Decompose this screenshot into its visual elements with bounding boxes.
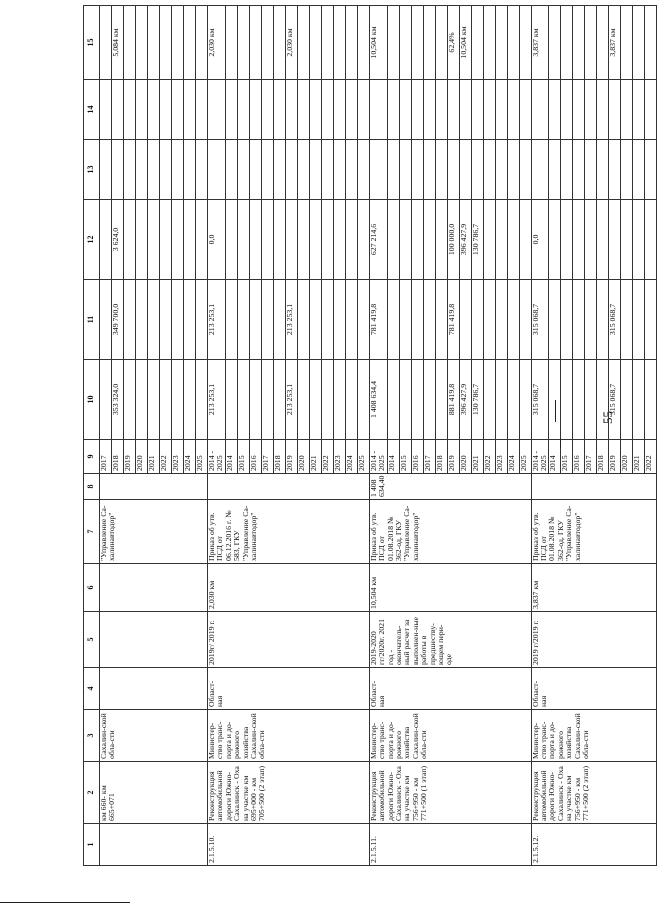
year-cell: 2020 xyxy=(459,440,471,474)
year-cell: 2020 xyxy=(621,440,633,474)
value-cell: 10,504 км xyxy=(459,6,471,80)
value-cell: 1 408 634,4 xyxy=(369,360,387,440)
value-cell: 213 253,1 xyxy=(208,280,226,360)
col-header: 15 xyxy=(84,6,100,80)
year-cell: 2018 xyxy=(112,440,124,474)
document: Приказ об утв. ПСД от 06.12.2016 г. № 583, ГКУ "Управление Са-халинавтодор" xyxy=(208,500,370,564)
year-cell: 2019 xyxy=(609,440,621,474)
scan-mark xyxy=(560,438,561,448)
year-cell: 2025 xyxy=(196,440,208,474)
footer-rule xyxy=(0,902,130,903)
object-name: Реконструкция автомобильной дороги Южно-Сахалинск - Оха на участке км 695+000 - км 705+500 (2 этап) xyxy=(208,762,370,824)
significance: Област-ная xyxy=(531,668,657,710)
item-number: 2.1.5.11. xyxy=(369,824,531,866)
cost xyxy=(208,474,370,500)
value-cell: 315 068,7 xyxy=(531,360,549,440)
year-cell: 2025 xyxy=(519,440,531,474)
object-name: Реконструкция автомобильной дороги Южно-Сахалинск - Оха на участке км 756+950 - км 771+500 (1 этап) xyxy=(369,762,531,824)
value-cell: 100 000,0 xyxy=(447,200,459,280)
year-cell: 2016 xyxy=(249,440,261,474)
year-cell: 2021 xyxy=(148,440,160,474)
period xyxy=(100,612,208,668)
value-cell: 315 068,7 xyxy=(531,280,549,360)
year-cell: 2014 xyxy=(387,440,399,474)
capacity: 10,504 км xyxy=(369,564,531,612)
col-header: 10 xyxy=(84,360,100,440)
year-cell: 2014 xyxy=(549,440,561,474)
year-cell: 2018 xyxy=(435,440,447,474)
value-cell: 130 786,7 xyxy=(471,200,483,280)
year-cell: 2024 xyxy=(345,440,357,474)
year-cell: 2018 xyxy=(273,440,285,474)
year-cell: 2020 xyxy=(136,440,148,474)
year-cell: 2014 xyxy=(225,440,237,474)
value-cell: 315 068,7 xyxy=(609,360,621,440)
year-cell: 2015 xyxy=(237,440,249,474)
customer: Сахалин-ской обла-сти xyxy=(100,710,208,762)
year-cell: 2022 xyxy=(321,440,333,474)
year-cell: 2021 xyxy=(633,440,645,474)
year-cell: 2023 xyxy=(495,440,507,474)
value-cell: 627 214,6 xyxy=(369,200,387,280)
col-header: 11 xyxy=(84,280,100,360)
period: 2019 г/2019 г. xyxy=(531,612,657,668)
year-cell: 2014 - 2025 xyxy=(208,440,226,474)
value-cell: 3,837 км xyxy=(531,6,549,80)
object-name: Реконструкция автомобильной дороги Южно-Сахалинск - Оха на участке км 756+950 - км 771+500 (2 этап) xyxy=(531,762,657,824)
col-header: 5 xyxy=(84,612,100,668)
year-cell: 2022 xyxy=(645,440,657,474)
year-cell: 2017 xyxy=(585,440,597,474)
document: Приказ об утв. ПСД от 01.08.2018 № 362-од, ГКУ "Управление Са-халинавтодор" xyxy=(531,500,657,564)
value-cell: 213 253,1 xyxy=(208,360,226,440)
year-cell: 2015 xyxy=(561,440,573,474)
significance: Област-ная xyxy=(208,668,370,710)
value-cell: 5,084 км xyxy=(112,6,124,80)
value-cell: 2,030 км xyxy=(285,6,297,80)
year-cell: 2017 xyxy=(423,440,435,474)
col-header: 3 xyxy=(84,710,100,762)
value-cell: 130 786,7 xyxy=(471,360,483,440)
capacity xyxy=(100,564,208,612)
col-header: 7 xyxy=(84,500,100,564)
item-number: 2.1.5.10. xyxy=(208,824,370,866)
value-cell: 353 324,0 xyxy=(112,360,124,440)
year-cell: 2023 xyxy=(333,440,345,474)
year-cell: 2022 xyxy=(160,440,172,474)
year-cell: 2014 - 2025 xyxy=(531,440,549,474)
year-cell: 2016 xyxy=(573,440,585,474)
year-cell: 2022 xyxy=(483,440,495,474)
table-row xyxy=(369,6,387,866)
rotated-page xyxy=(83,6,654,866)
capacity: 3,837 км xyxy=(531,564,657,612)
year-cell: 2023 xyxy=(172,440,184,474)
value-cell: 396 427,9 xyxy=(459,360,471,440)
header-row xyxy=(84,6,100,866)
table-row xyxy=(100,6,112,866)
customer: Министер-ство транс-порта и до-рожного хозяйства Сахалин-ской обла-сти xyxy=(531,710,657,762)
year-cell: 2024 xyxy=(507,440,519,474)
value-cell: 315 068,7 xyxy=(609,280,621,360)
year-cell: 2021 xyxy=(309,440,321,474)
value-cell: 10,504 км xyxy=(369,6,387,80)
value-cell: 213 253,1 xyxy=(285,360,297,440)
year-cell: 2017 xyxy=(261,440,273,474)
customer: Министер-ство транс-порта и до-рожного хозяйства Сахалин-ской обла-сти xyxy=(208,710,370,762)
period: 2019г/ 2019 г. xyxy=(208,612,370,668)
document: Приказ об утв. ПСД от 01.08.2018 № 362-од, ГКУ "Управление Са-халинавтодор" xyxy=(369,500,531,564)
document: "Управление Са-халинавтодор" xyxy=(100,500,208,564)
value-cell: 349 700,0 xyxy=(112,280,124,360)
table-row xyxy=(208,6,226,866)
col-header: 12 xyxy=(84,200,100,280)
value-cell: 396 427,9 xyxy=(459,200,471,280)
year-cell: 2014 - 2025 xyxy=(369,440,387,474)
col-header: 2 xyxy=(84,762,100,824)
year-cell: 2016 xyxy=(411,440,423,474)
value-cell: 881 419,8 xyxy=(447,360,459,440)
col-header: 1 xyxy=(84,824,100,866)
cost: 1 408 634,40 xyxy=(369,474,531,500)
year-cell: 2024 xyxy=(184,440,196,474)
col-header: 6 xyxy=(84,564,100,612)
cost xyxy=(531,474,657,500)
value-cell: 781 419,8 xyxy=(447,280,459,360)
year-cell: 2020 xyxy=(297,440,309,474)
value-cell: 3,837 км xyxy=(609,6,621,80)
page-number: 55 xyxy=(600,411,615,424)
value-cell: 0,0 xyxy=(208,200,226,280)
value-cell: 2,030 км xyxy=(208,6,226,80)
value-cell: 62,4% xyxy=(447,6,459,80)
col-header: 9 xyxy=(84,440,100,474)
value-cell: 3 624,0 xyxy=(112,200,124,280)
col-header: 14 xyxy=(84,80,100,140)
item-number: 2.1.5.12. xyxy=(531,824,657,866)
col-header: 8 xyxy=(84,474,100,500)
scan-mark xyxy=(555,400,556,422)
value-cell: 0,0 xyxy=(531,200,549,280)
year-cell: 2019 xyxy=(285,440,297,474)
capacity: 2,030 км xyxy=(208,564,370,612)
significance xyxy=(100,668,208,710)
object-name: км 660- км 665+071 xyxy=(100,762,208,824)
year-cell: 2017 xyxy=(100,440,112,474)
cost xyxy=(100,474,208,500)
period: 2019-2020 гг/2020г. 2021 год - окончатель-ный расчет за выполнен-ные работы в предшеству-ющем пери-оде xyxy=(369,612,531,668)
year-cell: 2019 xyxy=(124,440,136,474)
customer: Министер-ство транс-порта и до-рожного хозяйства Сахалин-ской обла-сти xyxy=(369,710,531,762)
investment-table xyxy=(83,5,657,866)
year-cell: 2025 xyxy=(357,440,369,474)
year-cell: 2019 xyxy=(447,440,459,474)
table-row xyxy=(531,6,549,866)
col-header: 13 xyxy=(84,140,100,200)
year-cell: 2021 xyxy=(471,440,483,474)
year-cell: 2018 xyxy=(597,440,609,474)
value-cell: 213 253,1 xyxy=(285,280,297,360)
item-number xyxy=(100,824,208,866)
year-cell: 2015 xyxy=(399,440,411,474)
value-cell: 781 419,8 xyxy=(369,280,387,360)
significance: Област-ная xyxy=(369,668,531,710)
col-header: 4 xyxy=(84,668,100,710)
